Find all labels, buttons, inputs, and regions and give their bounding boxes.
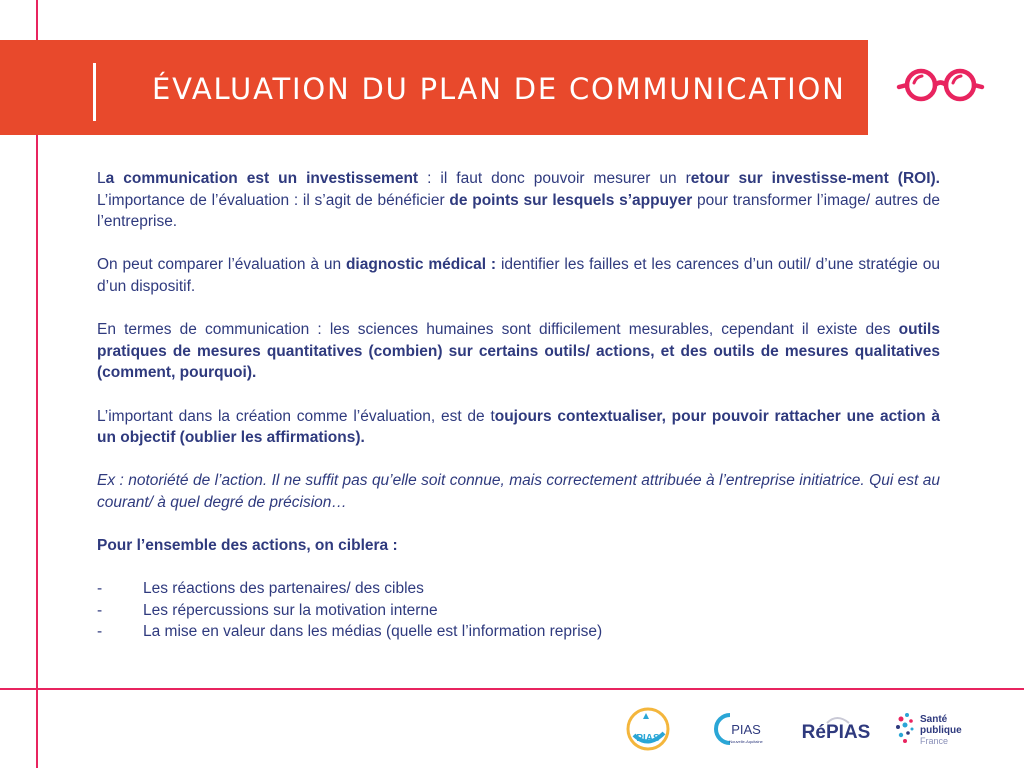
list-item-text: Les réactions des partenaires/ des cibles — [143, 580, 424, 598]
list-heading: Pour l’ensemble des actions, on ciblera : — [97, 537, 398, 555]
list-item — [97, 578, 940, 600]
list-item-text: La mise en valeur dans les médias (quelle est l’information reprise) — [143, 623, 603, 641]
text-run: L — [97, 170, 106, 187]
paragraph-roi — [97, 168, 940, 233]
pias-logo — [624, 705, 672, 753]
repias-logo-text: RéPIAS — [801, 722, 871, 743]
bold-text-run: etour sur investisse-ment (ROI). — [690, 170, 940, 187]
cpias-logo-subtext: Nouvelle-Aquitaine — [729, 739, 763, 744]
text-run: identifier les failles et les carences d’un outil/ d’une stratégie ou d’un dispositif. — [97, 256, 940, 295]
text-run: pour transformer l’image/ autres de l’entreprise. — [97, 191, 940, 231]
text-run: En termes de communication : les sciences humaines sont difficilement mesurables, cependant il existe des — [97, 321, 899, 339]
list-item — [97, 600, 940, 622]
bold-text-run: diagnostic médical : — [345, 256, 497, 274]
sante-text: Santé — [920, 714, 948, 725]
paragraph-measures — [97, 319, 940, 384]
list-item-text: Les répercussions sur la motivation interne — [143, 601, 438, 619]
text-run: : il faut donc pouvoir mesurer un r — [418, 170, 691, 187]
list-item — [97, 621, 940, 643]
page-title: ÉVALUATION DU PLAN DE COMMUNICATION — [152, 72, 846, 106]
glasses-icon — [894, 62, 986, 110]
bold-text-run: a communication est un investissement — [105, 170, 419, 187]
bold-text-run: outils pratiques de mesures quantitatives (combien) sur certains outils/ actions, et des outils de mesures qualitatives (comment, pourquoi). — [97, 321, 940, 382]
list-bullet: - — [97, 580, 103, 598]
main-content — [97, 168, 940, 643]
cpias-logo — [712, 705, 772, 753]
bold-text-run: oujours contextualiser, pour pouvoir rattacher une action à un objectif (oublier les affirmations). — [97, 407, 940, 447]
list-bullet: - — [97, 623, 103, 641]
list-bullet: - — [97, 601, 103, 619]
france-text: France — [920, 736, 949, 746]
bold-text-run: de points sur lesquels s’appuyer — [449, 191, 693, 209]
text-run: Ex : notoriété de l’action. Il ne suffit pas qu’elle soit connue, mais correctement attribuée à l’entreprise initiatrice. Qui est au courant/ à quel degré de précision… — [97, 472, 940, 511]
horizontal-accent-line — [0, 688, 1024, 690]
text-run: L’important dans la création comme l’évaluation, est de t — [97, 407, 495, 425]
text-run: On peut comparer l’évaluation à un — [97, 256, 346, 274]
paragraph-context — [97, 406, 940, 449]
cpias-logo-text: PIAS — [731, 722, 761, 737]
paragraph-diagnostic — [97, 254, 940, 297]
repias-logo — [797, 705, 875, 753]
pias-logo-text: PIAS — [636, 733, 660, 744]
paragraph-example — [97, 470, 940, 513]
sante-publique-france-logo — [893, 705, 973, 753]
banner-divider — [93, 63, 96, 121]
text-run: L’importance de l’évaluation : il s’agit de bénéficier — [97, 191, 450, 209]
action-list — [97, 578, 940, 643]
publique-text: publique — [920, 725, 962, 736]
